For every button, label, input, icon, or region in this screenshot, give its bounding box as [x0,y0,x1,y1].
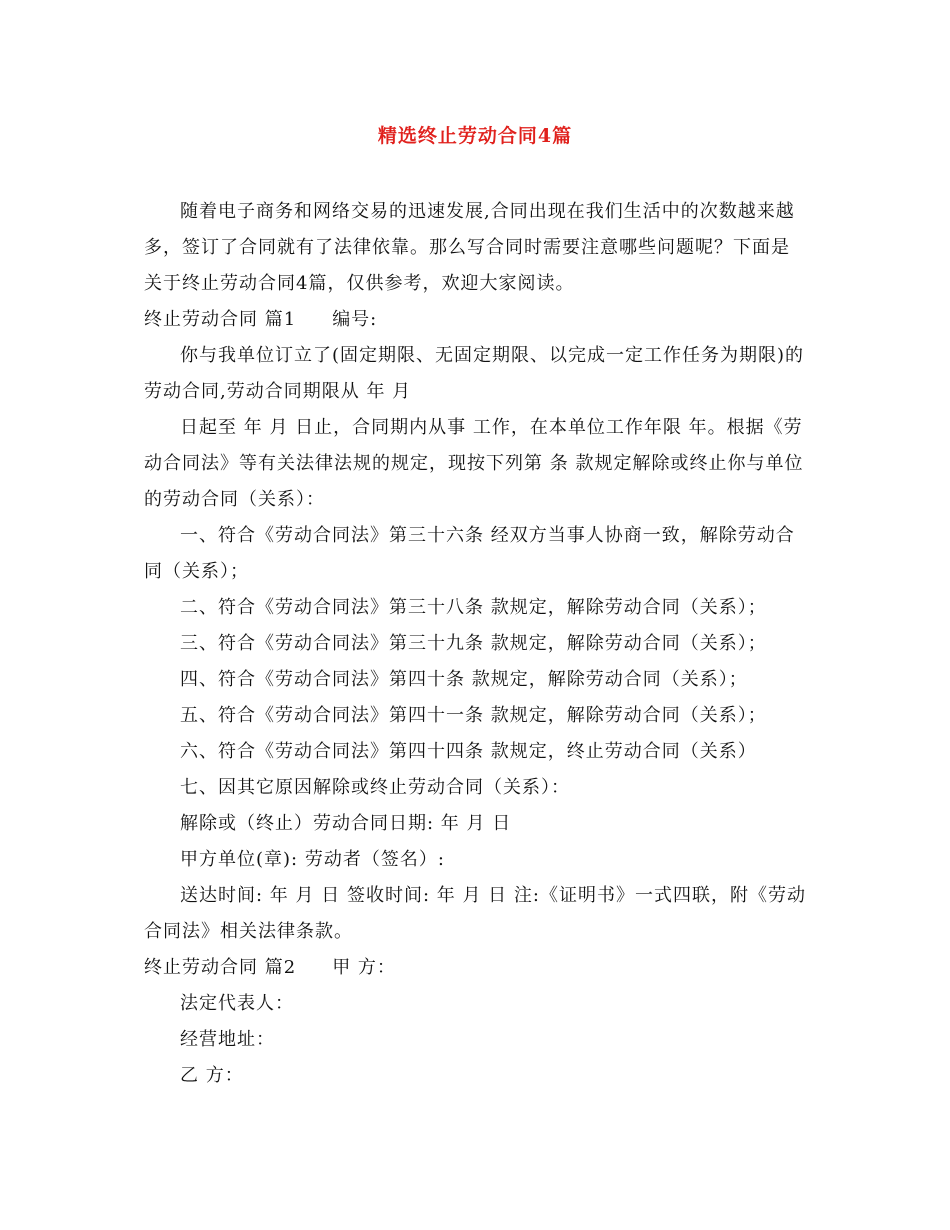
document-title: 精选终止劳动合同4篇 [377,125,573,147]
clause-item-4: 四、符合《劳动合同法》第四十条 款规定，解除劳动合同（关系）； [180,669,748,690]
party-a-label: 甲 方： [332,957,396,978]
legal-representative-field: 法定代表人： [180,993,294,1014]
clause-item-1: 一、符合《劳动合同法》第三十六条 经双方当事人协商一致，解除劳动合同（关系）； [144,525,795,582]
section1-title: 终止劳动合同 篇1 [144,309,297,330]
signature-line: 甲方单位(章): 劳动者（签名）: [180,849,445,870]
intro-paragraph: 随着电子商务和网络交易的迅速发展,合同出现在我们生活中的次数越来越多，签订了合同就有了法律依靠。那么写合同时需要注意哪些问题呢？下面是关于终止劳动合同4篇，仅供参考，欢迎大家阅读。 [144,201,795,294]
clause-item-5: 五、符合《劳动合同法》第四十一条 款规定，解除劳动合同（关系）； [180,705,767,726]
clause-item-6: 六、符合《劳动合同法》第四十四条 款规定，终止劳动合同（关系） [180,741,757,762]
section1-paragraph-2: 日起至 年 月 日止，合同期内从事 工作，在本单位工作年限 年。根据《劳动合同法》等有关法律法规的规定，现按下列第 条 款规定解除或终止你与单位的劳动合同（关系）： [144,417,804,510]
document-body [144,194,808,1094]
clause-item-3: 三、符合《劳动合同法》第三十九条 款规定，解除劳动合同（关系）； [180,633,767,654]
delivery-line: 送达时间: 年 月 日 签收时间: 年 月 日 注:《证明书》一式四联，附《劳动合同法》相关法律条款。 [144,885,806,942]
business-address-field: 经营地址： [180,1029,275,1050]
section1-number-label: 编号: [332,309,378,330]
clause-item-2: 二、符合《劳动合同法》第三十八条 款规定，解除劳动合同（关系）； [180,597,767,618]
termination-date-line: 解除或（终止）劳动合同日期: 年 月 日 [180,813,512,834]
clause-item-7: 七、因其它原因解除或终止劳动合同（关系）： [180,777,570,798]
section2-title: 终止劳动合同 篇2 [144,957,297,978]
section2-heading [144,950,808,986]
section1-paragraph-1: 你与我单位订立了(固定期限、无固定期限、以完成一定工作任务为期限)的劳动合同,劳动合同期限从 年 月 [144,345,805,402]
section1-heading [144,302,808,338]
party-b-field: 乙 方： [180,1065,244,1086]
